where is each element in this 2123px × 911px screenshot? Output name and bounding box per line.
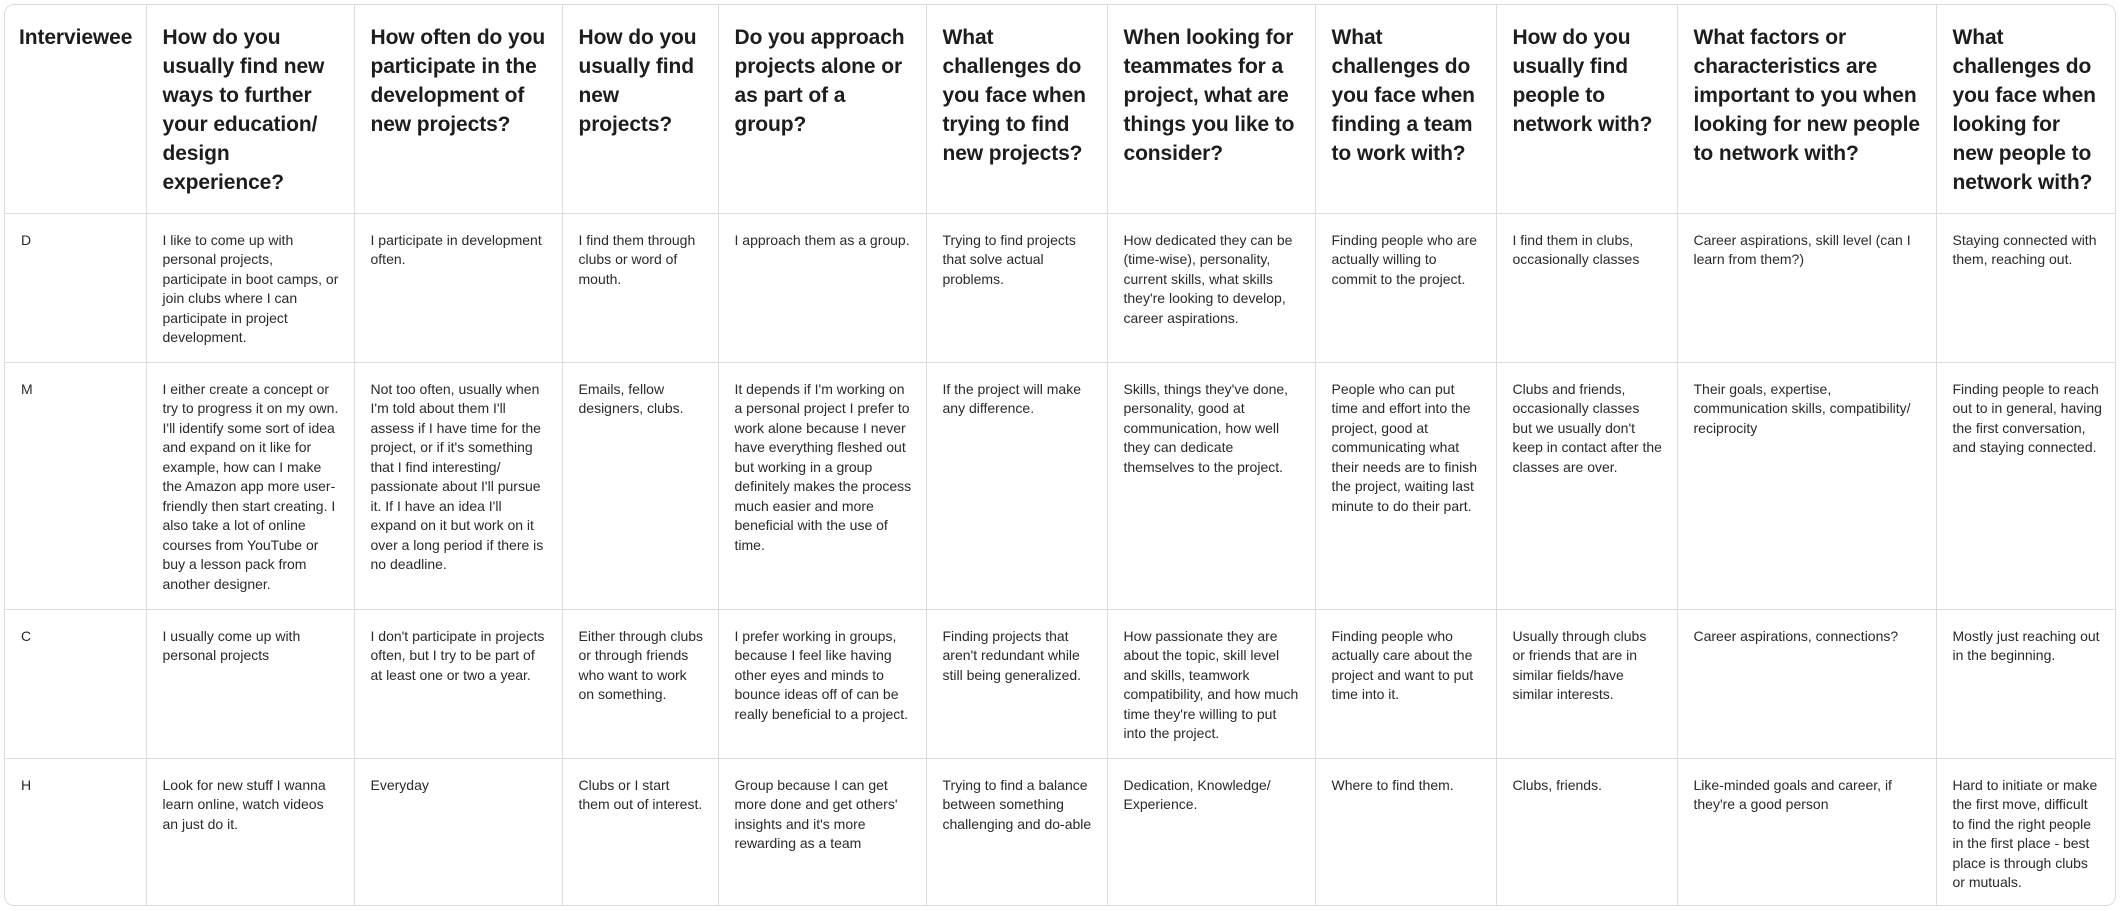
- header-question: What challenges do you face when finding a team to work with?: [1315, 5, 1496, 213]
- answer-cell: If the project will make any difference.: [926, 362, 1107, 609]
- answer-cell: I find them through clubs or word of mouth.: [562, 213, 718, 362]
- answer-cell: Finding people who actually care about the project and want to put time into it.: [1315, 609, 1496, 758]
- answer-cell: I either create a concept or try to progress it on my own. I'll identify some sort of idea and expand on it like for example, how can I make the Amazon app more user-friendly then start creating. I also take a lot of online courses from YouTube or buy a lesson pack from another designer.: [146, 362, 354, 609]
- header-question: How do you usually find new projects?: [562, 5, 718, 213]
- header-question: What challenges do you face when trying to find new projects?: [926, 5, 1107, 213]
- answer-cell: Everyday: [354, 758, 562, 906]
- answer-cell: Mostly just reaching out in the beginning.: [1936, 609, 2116, 758]
- answer-cell: Emails, fellow designers, clubs.: [562, 362, 718, 609]
- answer-cell: Clubs or I start them out of interest.: [562, 758, 718, 906]
- answer-cell: Look for new stuff I wanna learn online, watch videos an just do it.: [146, 758, 354, 906]
- header-question: How often do you participate in the development of new projects?: [354, 5, 562, 213]
- answer-cell: Finding projects that aren't redundant while still being generalized.: [926, 609, 1107, 758]
- interviewee-cell: H: [5, 758, 146, 906]
- interviewee-cell: D: [5, 213, 146, 362]
- answer-cell: Career aspirations, connections?: [1677, 609, 1936, 758]
- answer-cell: Either through clubs or through friends who want to work on something.: [562, 609, 718, 758]
- answer-cell: I usually come up with personal projects: [146, 609, 354, 758]
- answer-cell: Their goals, expertise, communication skills, compatibility/ reciprocity: [1677, 362, 1936, 609]
- answer-cell: I participate in development often.: [354, 213, 562, 362]
- header-question: How do you usually find new ways to further your education/ design experience?: [146, 5, 354, 213]
- header-question: What factors or characteristics are important to you when looking for new people to network with?: [1677, 5, 1936, 213]
- answer-cell: How dedicated they can be (time-wise), personality, current skills, what skills they're looking to develop, career aspirations.: [1107, 213, 1315, 362]
- answer-cell: Where to find them.: [1315, 758, 1496, 906]
- answer-cell: Staying connected with them, reaching out.: [1936, 213, 2116, 362]
- table-row: [5, 758, 2116, 906]
- interviewee-cell: C: [5, 609, 146, 758]
- answer-cell: Finding people who are actually willing to commit to the project.: [1315, 213, 1496, 362]
- answer-cell: Trying to find projects that solve actual problems.: [926, 213, 1107, 362]
- answer-cell: I don't participate in projects often, but I try to be part of at least one or two a year.: [354, 609, 562, 758]
- header-question: Do you approach projects alone or as part of a group?: [718, 5, 926, 213]
- answer-cell: Hard to initiate or make the first move, difficult to find the right people in the first place - best place is through clubs or mutuals.: [1952, 776, 2098, 890]
- answer-cell: Skills, things they've done, personality, good at communication, how well they can dedicate themselves to the project.: [1107, 362, 1315, 609]
- header-interviewee: Interviewee: [5, 5, 146, 213]
- answer-cell: Group because I can get more done and get others' insights and it's more rewarding as a team: [718, 758, 926, 906]
- answer-cell: Career aspirations, skill level (can I learn from them?): [1677, 213, 1936, 362]
- header-row: [5, 5, 2116, 213]
- table-row: [5, 609, 2116, 758]
- interviewee-cell: M: [5, 362, 146, 609]
- answer-cell: Clubs and friends, occasionally classes but we usually don't keep in contact after the classes are over.: [1496, 362, 1677, 609]
- answer-cell: Usually through clubs or friends that are in similar fields/have similar interests.: [1496, 609, 1677, 758]
- answer-cell: It depends if I'm working on a personal project I prefer to work alone because I never have everything fleshed out but working in a group definitely makes the process much easier and more beneficial with the use of time.: [718, 362, 926, 609]
- header-question: What challenges do you face when looking for new people to network with?: [1936, 5, 2116, 213]
- answer-cell: I prefer working in groups, because I feel like having other eyes and minds to bounce ideas off of can be really beneficial to a project.: [718, 609, 926, 758]
- answer-cell: Dedication, Knowledge/ Experience.: [1107, 758, 1315, 906]
- header-question: When looking for teammates for a project, what are things you like to consider?: [1107, 5, 1315, 213]
- table-row: [5, 213, 2116, 362]
- answer-cell: I find them in clubs, occasionally classes: [1496, 213, 1677, 362]
- table-row: [5, 362, 2116, 609]
- answer-cell: How passionate they are about the topic, skill level and skills, teamwork compatibility, and how much time they're willing to put into the project.: [1107, 609, 1315, 758]
- answer-cell: Clubs, friends.: [1496, 758, 1677, 906]
- interview-table: [5, 5, 2116, 906]
- answer-cell: People who can put time and effort into the project, good at communicating what their needs are to finish the project, waiting last minute to do their part.: [1315, 362, 1496, 609]
- answer-cell: Trying to find a balance between something challenging and do-able: [926, 758, 1107, 906]
- answer-cell: Finding people to reach out to in general, having the first conversation, and staying connected.: [1936, 362, 2116, 609]
- header-question: How do you usually find people to network with?: [1496, 5, 1677, 213]
- interview-table-container: [4, 4, 2116, 906]
- answer-cell: I approach them as a group.: [718, 213, 926, 362]
- answer-cell: Not too often, usually when I'm told about them I'll assess if I have time for the project, or if it's something that I find interesting/ passionate about I'll pursue it. If I have an idea I'll expand on it but work on it over a long period if there is no deadline.: [354, 362, 562, 609]
- answer-cell: I like to come up with personal projects, participate in boot camps, or join clubs where I can participate in project development.: [146, 213, 354, 362]
- answer-cell: Like-minded goals and career, if they're a good person: [1677, 758, 1936, 906]
